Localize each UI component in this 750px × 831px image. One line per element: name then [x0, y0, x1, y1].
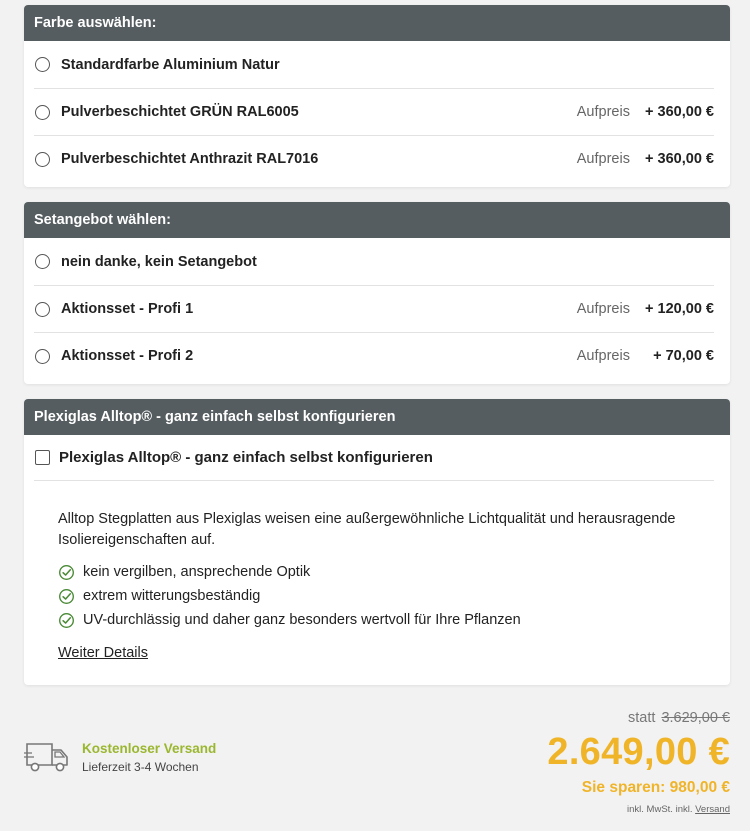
set-section-header: Setangebot wählen: — [24, 202, 730, 238]
surcharge-value: + 70,00 € — [653, 348, 714, 364]
old-price: 3.629,00 € — [661, 710, 730, 726]
shipping-link[interactable]: Versand — [695, 804, 730, 815]
option-label: Pulverbeschichtet GRÜN RAL6005 — [61, 104, 299, 120]
details-link[interactable]: Weiter Details — [58, 645, 148, 661]
feature-item — [58, 608, 714, 632]
option-label: Pulverbeschichtet Anthrazit RAL7016 — [61, 151, 319, 167]
surcharge-label: Aufpreis — [576, 348, 630, 364]
radio-button[interactable] — [35, 105, 50, 120]
feature-text: UV-durchlässig und daher ganz besonders wertvoll für Ihre Pflanzen — [83, 611, 521, 628]
option-label: Plexiglas Alltop® - ganz einfach selbst konfigurieren — [59, 449, 433, 466]
plexiglas-checkbox[interactable] — [35, 450, 50, 465]
check-circle-icon — [58, 612, 75, 629]
surcharge-label: Aufpreis — [576, 301, 630, 317]
radio-button[interactable] — [35, 254, 50, 269]
tax-note-text: inkl. MwSt. inkl. — [627, 804, 693, 815]
plexiglas-card — [24, 399, 730, 685]
color-option-anthracite[interactable] — [34, 135, 714, 182]
check-circle-icon — [58, 564, 75, 581]
surcharge-label: Aufpreis — [576, 151, 630, 167]
color-option-green[interactable] — [34, 88, 714, 135]
option-price — [577, 348, 714, 364]
set-option-none[interactable] — [34, 238, 714, 285]
feature-item — [58, 560, 714, 584]
radio-button[interactable] — [35, 152, 50, 167]
set-option-profi-2[interactable] — [34, 332, 714, 379]
option-label: Standardfarbe Aluminium Natur — [61, 56, 280, 73]
current-price: 2.649,00 € — [547, 731, 730, 773]
set-selection-card — [24, 202, 730, 384]
plexiglas-section-header: Plexiglas Alltop® - ganz einfach selbst konfigurieren — [24, 399, 730, 435]
option-price — [577, 151, 714, 167]
plexiglas-description-block — [24, 481, 730, 664]
check-circle-icon — [58, 588, 75, 605]
radio-button[interactable] — [35, 349, 50, 364]
set-option-profi-1[interactable] — [34, 285, 714, 332]
plexiglas-option[interactable] — [34, 435, 714, 481]
feature-list — [58, 560, 714, 632]
delivery-truck-icon — [24, 740, 70, 774]
savings: Sie sparen: 980,00 € — [581, 779, 730, 796]
plexiglas-description: Alltop Stegplatten aus Plexiglas weisen eine außergewöhnliche Lichtqualität und herausragende Isoliereigenschaften auf. — [58, 511, 676, 548]
option-label: Aktionsset - Profi 1 — [61, 301, 194, 317]
option-price — [577, 104, 714, 120]
radio-button[interactable] — [35, 302, 50, 317]
surcharge-label: Aufpreis — [576, 104, 630, 120]
shipping-title: Kostenloser Versand — [82, 741, 217, 756]
color-option-aluminium[interactable] — [34, 41, 714, 88]
feature-item — [58, 584, 714, 608]
tax-note — [627, 804, 730, 815]
radio-button[interactable] — [35, 57, 50, 72]
statt-label: statt — [628, 710, 656, 726]
surcharge-value: + 360,00 € — [645, 151, 714, 167]
feature-text: kein vergilben, ansprechende Optik — [83, 563, 311, 580]
old-price-line — [628, 710, 730, 726]
delivery-time: Lieferzeit 3-4 Wochen — [82, 760, 199, 774]
option-label: Aktionsset - Profi 2 — [61, 348, 194, 364]
option-price — [577, 301, 714, 317]
price-summary — [24, 700, 730, 831]
option-label: nein danke, kein Setangebot — [61, 253, 257, 270]
color-section-header: Farbe auswählen: — [24, 5, 730, 41]
surcharge-value: + 360,00 € — [645, 104, 714, 120]
surcharge-value: + 120,00 € — [645, 301, 714, 317]
color-selection-card — [24, 5, 730, 187]
feature-text: extrem witterungsbeständig — [83, 587, 261, 604]
